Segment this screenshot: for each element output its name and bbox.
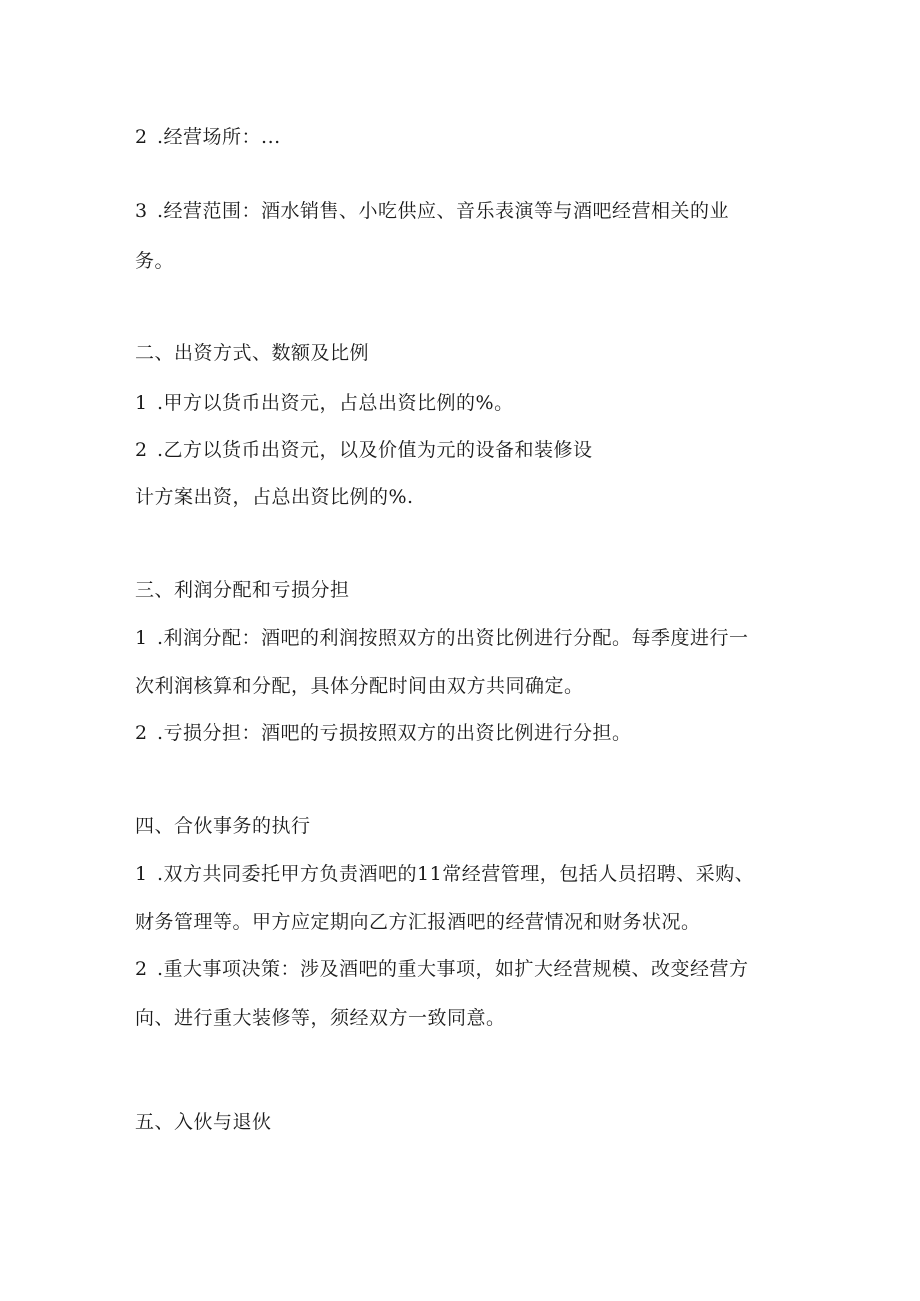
- profit-item-2: [135, 721, 632, 745]
- section-heading-affairs: 四、合伙事务的执行: [135, 815, 311, 837]
- item-text: .经营场所：...: [157, 126, 281, 148]
- item-number: 1: [135, 627, 148, 649]
- profit-item-1: [135, 626, 749, 650]
- capital-item-2: [135, 438, 593, 462]
- capital-item-2-continued: 计方案出资，占总出资比例的%.: [135, 486, 414, 508]
- item-text: .亏损分担：酒吧的亏损按照双方的出资比例进行分担。: [157, 722, 632, 744]
- item-number: 2: [135, 126, 148, 148]
- item-text: .乙方以货币出资元，以及价值为元的设备和装修设: [157, 439, 593, 461]
- capital-item-1: [135, 391, 514, 415]
- section-heading-profit: 三、利润分配和亏损分担: [135, 579, 350, 601]
- item-text: .经营范围：酒水销售、小吃供应、音乐表演等与酒吧经营相关的业: [157, 200, 730, 222]
- item-number: 1: [135, 392, 148, 414]
- section-heading-capital: 二、出资方式、数额及比例: [135, 342, 370, 364]
- item-text: .甲方以货币出资元，占总出资比例的%。: [157, 392, 514, 414]
- profit-item-1-continued: 次利润核算和分配，具体分配时间由双方共同确定。: [135, 675, 584, 697]
- affairs-item-1: [135, 862, 754, 886]
- item-venue: [135, 125, 281, 149]
- affairs-item-1-continued: 财务管理等。甲方应定期向乙方汇报酒吧的经营情况和财务状况。: [135, 911, 701, 933]
- item-number: 2: [135, 439, 148, 461]
- section-heading-admission: 五、入伙与退伙: [135, 1111, 272, 1133]
- item-number: 1: [135, 863, 148, 885]
- item-number: 2: [135, 958, 148, 980]
- item-scope: [135, 199, 729, 223]
- item-number: 3: [135, 200, 148, 222]
- affairs-item-2: [135, 957, 749, 981]
- item-text: .利润分配：酒吧的利润按照双方的出资比例进行分配。每季度进行一: [157, 627, 749, 649]
- item-number: 2: [135, 722, 148, 744]
- item-scope-continued: 务。: [135, 250, 175, 272]
- item-text: .重大事项决策：涉及酒吧的重大事项，如扩大经营规模、改变经营方: [157, 958, 749, 980]
- item-text: .双方共同委托甲方负责酒吧的11常经营管理，包括人员招聘、采购、: [157, 863, 755, 885]
- affairs-item-2-continued: 向、进行重大装修等，须经双方一致同意。: [135, 1007, 506, 1029]
